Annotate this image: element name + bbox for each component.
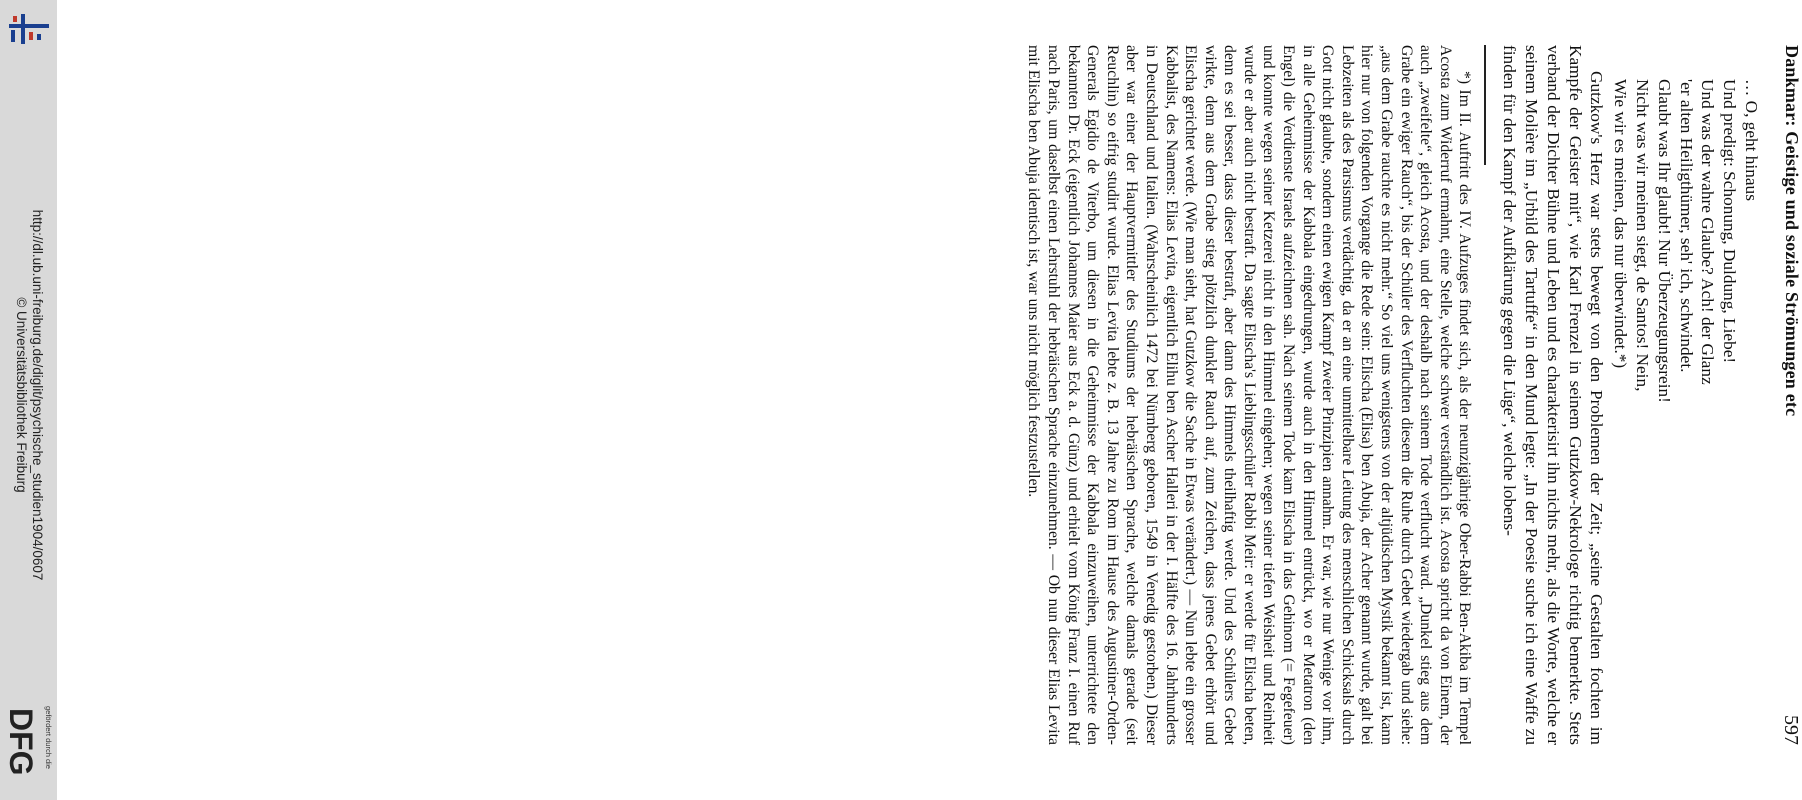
verse-line: Nicht was wir meinen siegt, de Santos! Nein,: [1633, 79, 1653, 392]
running-head: [1776, 45, 1802, 745]
copyright-text: © Universitätsbibliothek Freiburg: [14, 297, 29, 493]
verse-line: … O, geht hinaus: [1742, 79, 1761, 201]
main-paragraph: Gutzkow's Herz war stets bewegt von den Problemen der Zeit; „seine Gestalten fochten im Kampfe der Geister mit“, wie Karl Frenzel in seinem Gutzkow-Nekrologe richtig bemerkte. Stets verband der Dichter Bühne und Leben und es charakterisirt ihn nichts mehr, als die Worte, welche er seinem Molière im „Urbild des Tartuffe“ in den Mund legte: „In der Poesie suche ich eine Waffe zu finden für den Kampf der Aufklärung gegen die Lüge“, welche lobens-: [1500, 45, 1607, 745]
verse-block: [1609, 45, 1762, 745]
dfg-logo-text: DFG: [3, 708, 39, 776]
dfg-logo-icon: [3, 704, 53, 794]
viewer-sidebar: [0, 0, 57, 800]
footnote: [1024, 45, 1475, 745]
source-url-text: [13, 115, 45, 675]
running-head-title: Dankmar: Geistige und soziale Strömungen etc: [1782, 45, 1802, 417]
footnote-text: *) Im II. Auftritt des IV. Aufzuges findet sich, als der neunzigjährige Ober-Rabbi Ben-Akiba im Tempel Acosta zum Widerruf ermahnt, eine Stelle, welche schwer verständlich ist. Acosta spricht da von Einem, der auch „zweifelte“, gleich Acosta, und der deshalb nach seinem Tode verflucht ward. „Dunkel stieg aus dem Grabe ein ewiger Rauch“, bis der Schüler des Verfluchten diesem die Ruhe durch Gebet wiedergab und siehe: „aus dem Grabe rauchte es nicht mehr.“ So viel uns wenigstens von der altjüdischen Mystik bekannt ist, kann hier nur von folgenden Vorgange die Rede sein: Elischa (Elisa) ben Abuja, der Acher genannt wurde, galt bei Lebzeiten als des Parsismus verdächtig, da er an eine unmittelbare Leitung des menschlichen Schicksals durch Gott nicht glaubte, sondern einen ewigen Kampf zweier Prinzipien annahm. Er war, wie nur Wenige vor ihm, in alle Geheimnisse der Kabbala eingedrungen, wurde auch in den Himmel entrückt, wo er Metatron (den Engel) die Verdienste Israels aufzeichnen sah. Nach seinem Tode kam Elischa in das Gehinom (= Fegefeuer) und konnte wegen seiner Ketzerei nicht in den Himmel eingehen; wegen seiner tiefen Weisheit und Reinheit wurde er aber auch nicht bestraft. Da sagte Elischa's Lieblingsschüler Rabbi Meir: er werde für Elischa beten, denn es sei besser, dass dieser bestraft, aber dann des Himmels theilhaftig werde. Und des Schülers Gebet wirkte, denn aus dem Grabe stieg plötzlich dunkler Rauch auf, zum Zeichen, dass jenes Gebet erhört und Elischa gerichtet werde. (Wie man sieht, hat Gutzkow die Sache in Etwas verändert.) — Nun lebte ein grosser Kabbalist, des Namens: Elias Levita, eigentlich Elihu ben Ascher Halleri in der I. Hälfte des 16. Jahrhunderts in Deutschland und Italien. (Wahrscheinlich 1472 bei Nürnberg geboren, 1549 in Venedig gestorben.) Dieser aber war einer der Hauptvermittler des Studiums der hebräischen Sprache, welche damals gerade (seit Reuchlin) so eifrig studirt wurde. Elias Levita lebte z. B. 13 Jahre zu Rom im Hause des Augustiner-Orden-Generals Egidio de Viterbo, um diesen in die Geheimnisse der Kabbala einzuweihen, unterrichtete den bekannten Dr. Eck (eigentlich Johannes Maier aus Eck a. d. Günz) und erhielt vom König Franz I. einen Ruf nach Paris, um daselbst einen Lehrstuhl der hebräischen Sprache einzunehmen. — Ob nun dieser Elias Levita mit Elischa ben Abuja identisch ist, war uns nicht möglich festzustellen.: [1025, 45, 1474, 745]
ub-freiburg-logo-icon[interactable]: [3, 8, 49, 54]
verse-line: Und predigt: Schonung, Duldung, Liebe!: [1720, 79, 1740, 364]
verse-line: Wie wir es meinen, das nur überwindet.*): [1611, 79, 1631, 369]
verse-line: Und was der wahre Glaube? Ach! der Glanz: [1698, 79, 1718, 385]
verse-line: Glaubt was Ihr glaubt! Nur Überzeugungsrein!: [1654, 79, 1674, 403]
source-url[interactable]: http://dl.ub.uni-freiburg.de/diglit/psychische_studien1904/0607: [30, 209, 45, 581]
footnote-divider: [1484, 45, 1486, 165]
verse-line: 'er alten Heiligthümer, seh' ich, schwindet.: [1676, 79, 1696, 373]
page-number: 597: [1780, 715, 1802, 745]
scanned-page: [602, 45, 1802, 745]
dfg-caption: gefördert durch die: [44, 706, 53, 769]
page-body: [1024, 45, 1762, 745]
